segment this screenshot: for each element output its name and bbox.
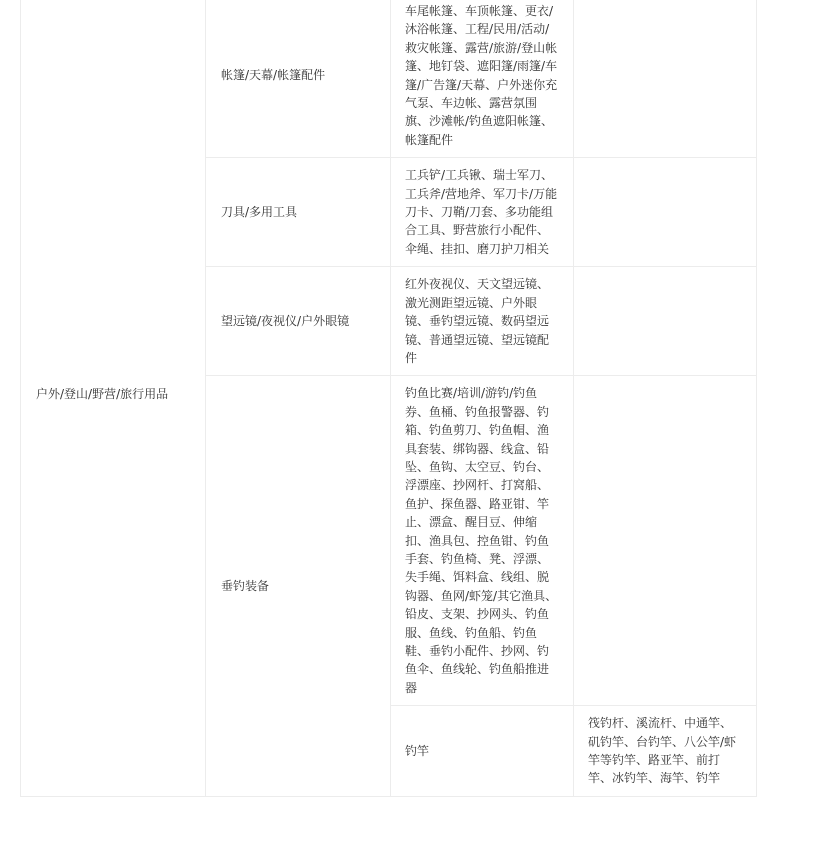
category-level3-cell: 钓鱼比赛/培训/游钓/钓鱼券、鱼桶、钓鱼报警器、钓箱、钓鱼剪刀、钓鱼帽、渔具套装、绑钩器、线盒、铅坠、鱼钩、太空豆、钓台、浮漂座、抄网杆、打窝船、鱼护、探鱼器、路亚钳、竿止、漂盒、醒目豆、伸缩扣、渔具包、控鱼钳、钓鱼手套、钓鱼椅、凳、浮漂、失手绳、饵料盒、线组、脱钩器、鱼网/虾笼/其它渔具、铅皮、支架、抄网头、钓鱼服、鱼线、钓鱼船、钓鱼鞋、垂钓小配件、抄网、钓鱼伞、鱼线轮、钓鱼船推进器 [391, 376, 574, 706]
category-level2-cell: 望远镜/夜视仪/户外眼镜 [206, 267, 391, 376]
category-level4-cell: 筏钓杆、溪流杆、中通竿、矶钓竿、台钓竿、八公竿/虾竿等钓竿、路亚竿、前打竿、冰钓竿、海竿、钓竿 [574, 706, 757, 797]
table-row [21, 0, 757, 158]
category-level3-cell: 车尾帐篷、车顶帐篷、更衣/沐浴帐篷、工程/民用/活动/救灾帐篷、露营/旅游/登山帐篷、地钉袋、遮阳篷/雨篷/车篷/广告篷/天幕、户外迷你充气泵、车边帐、露营氛围旗、沙滩帐/钓鱼遮阳帐篷、帐篷配件 [391, 0, 574, 158]
category-level4-cell [574, 158, 757, 267]
category-level4-cell [574, 267, 757, 376]
category-level4-cell [574, 0, 757, 158]
category-level2-cell: 帐篷/天幕/帐篷配件 [206, 0, 391, 158]
category-level3-cell: 红外夜视仪、天文望远镜、激光测距望远镜、户外眼镜、垂钓望远镜、数码望远镜、普通望远镜、望远镜配件 [391, 267, 574, 376]
category-level3-cell: 工兵铲/工兵锹、瑞士军刀、工兵斧/营地斧、军刀卡/万能刀卡、刀鞘/刀套、多功能组合工具、野营旅行小配件、伞绳、挂扣、磨刀护刀相关 [391, 158, 574, 267]
category-level2-cell: 刀具/多用工具 [206, 158, 391, 267]
category-level4-cell [574, 376, 757, 706]
category-level2-cell: 垂钓装备 [206, 376, 391, 797]
category-level1-cell: 户外/登山/野营/旅行用品 [21, 0, 206, 796]
category-level3-cell: 钓竿 [391, 706, 574, 797]
category-table [20, 0, 757, 797]
